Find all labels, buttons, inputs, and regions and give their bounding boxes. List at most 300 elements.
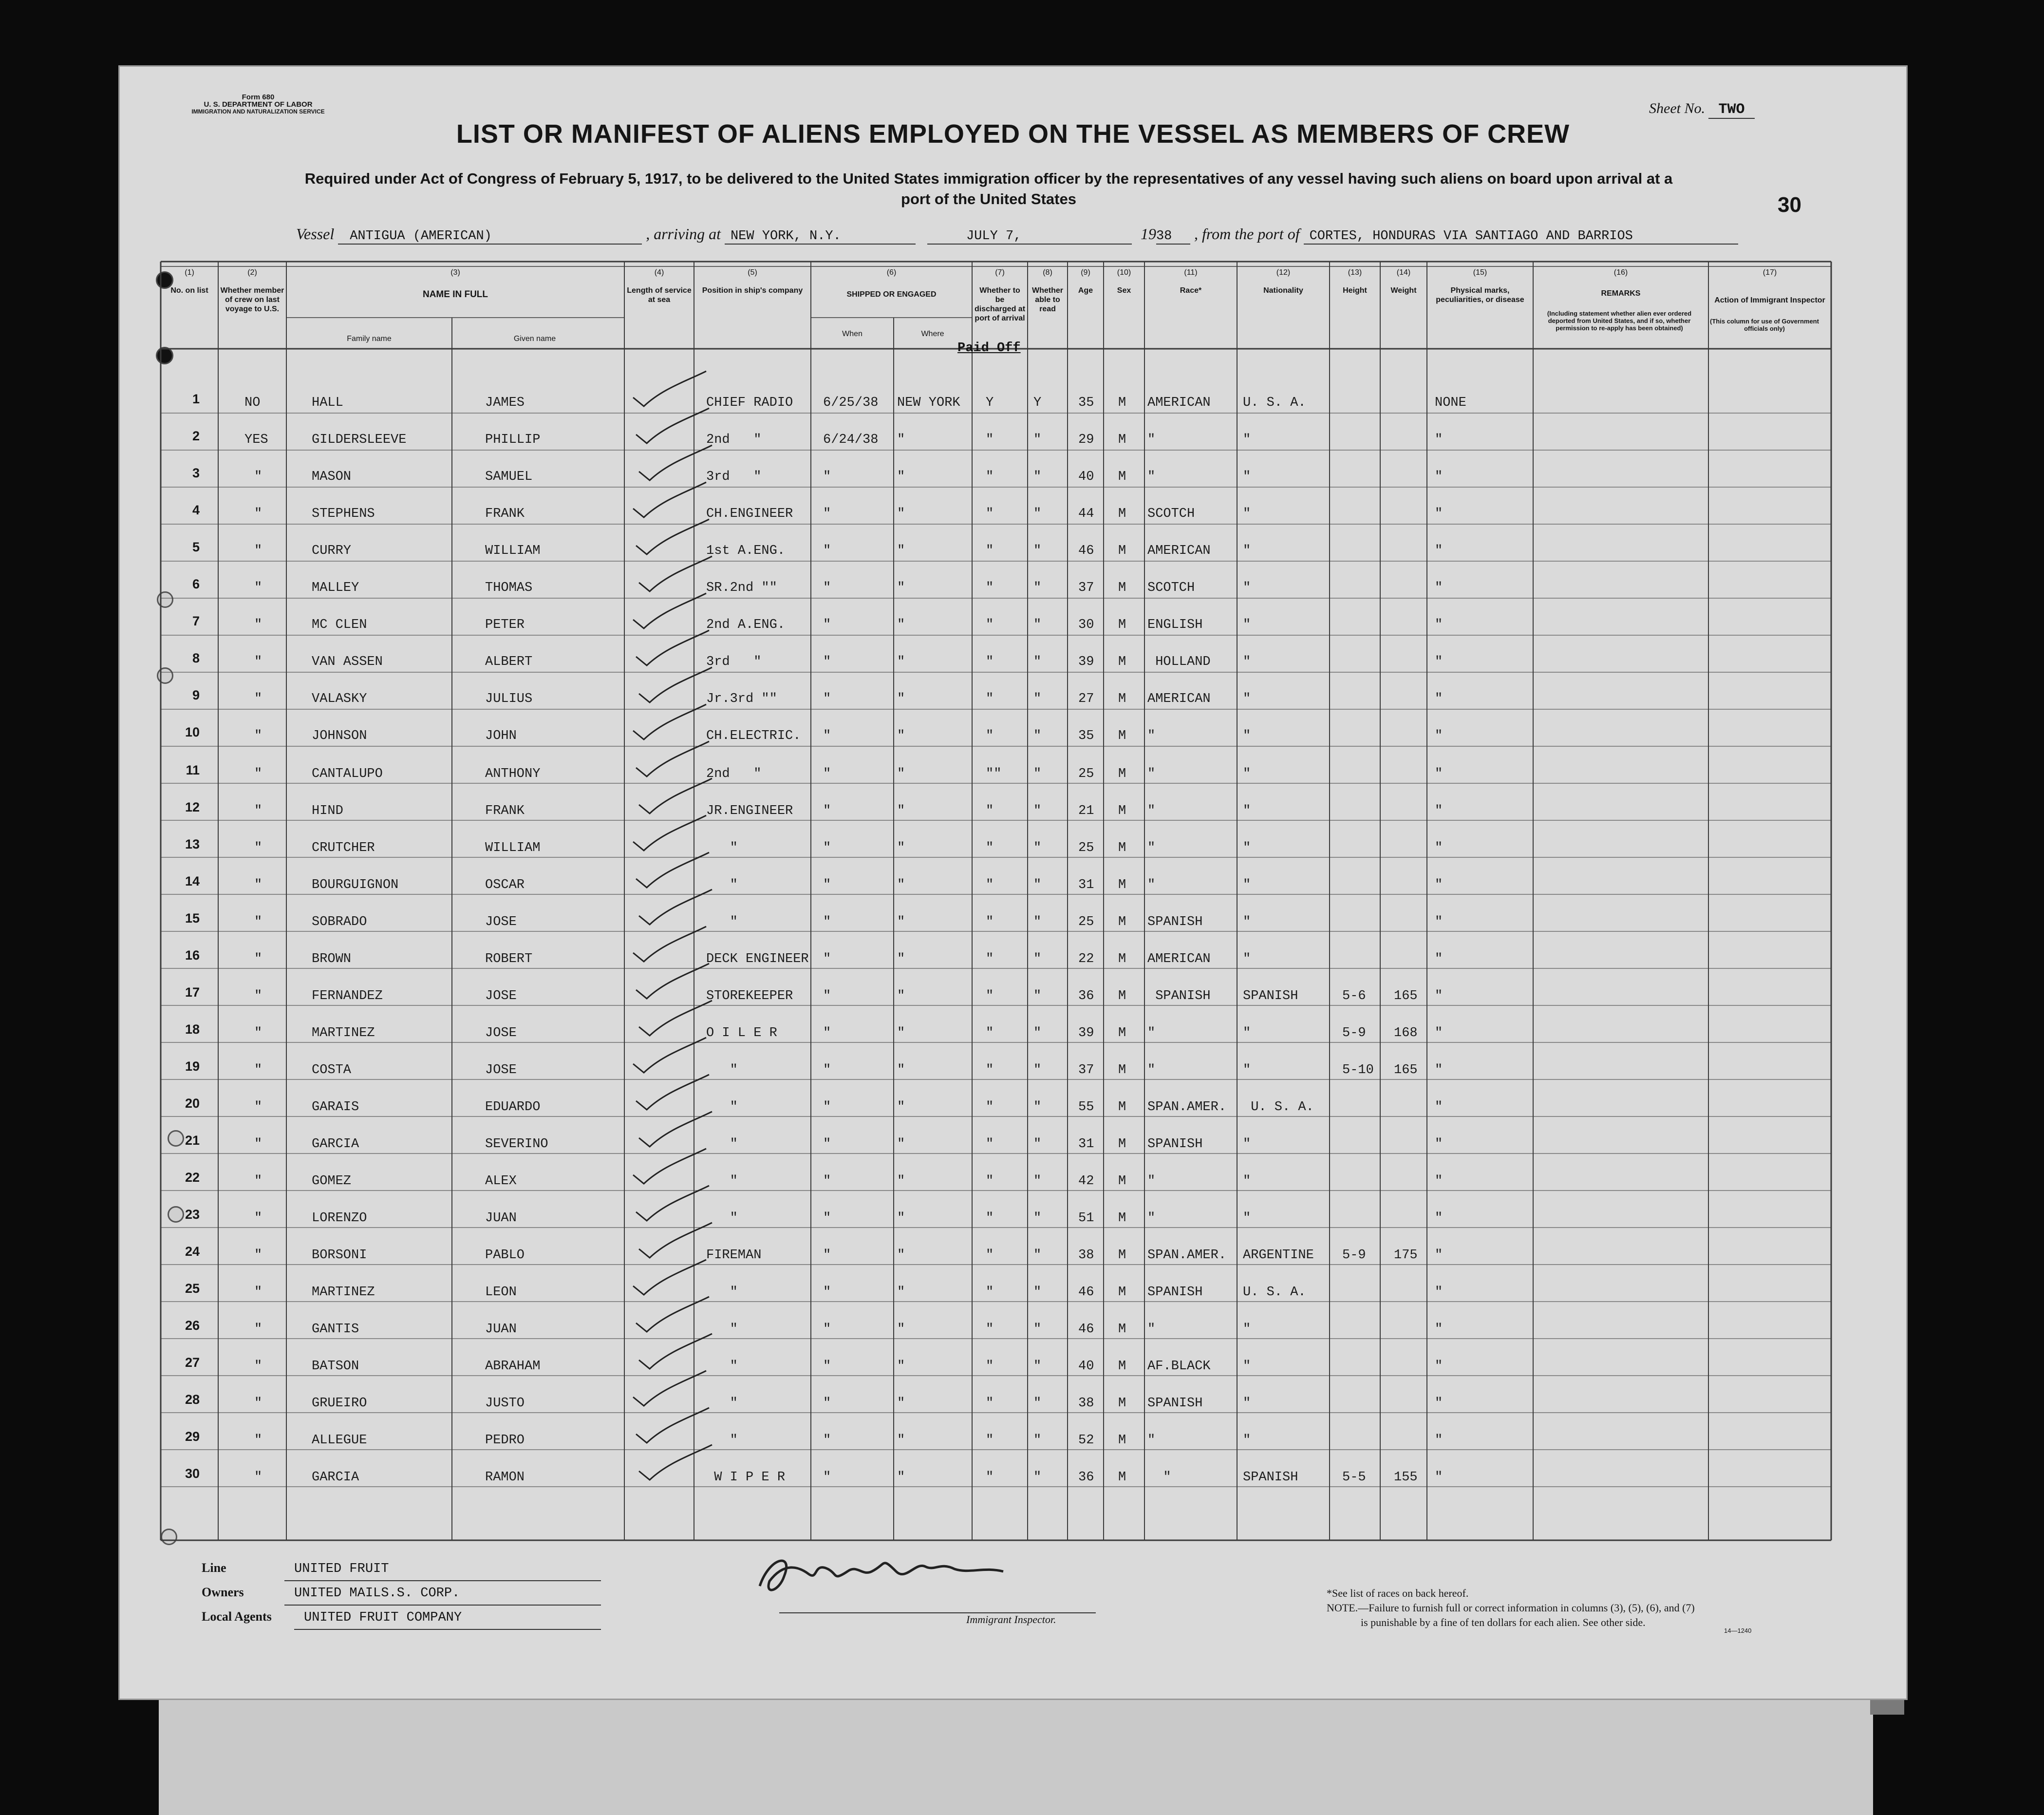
given-name-cell: FRANK bbox=[485, 804, 525, 818]
last-voyage-cell: " bbox=[254, 952, 263, 966]
check-mark bbox=[636, 1186, 709, 1221]
able-to-read-cell: " bbox=[1033, 1211, 1042, 1226]
check-mark bbox=[633, 482, 706, 517]
row-number: 28 bbox=[185, 1392, 200, 1407]
race-cell: AMERICAN bbox=[1147, 396, 1211, 410]
given-name-cell: ROBERT bbox=[485, 952, 533, 966]
column-number: (17) bbox=[1763, 268, 1777, 277]
check-mark bbox=[639, 1223, 712, 1258]
discharged-cell: " bbox=[986, 1396, 994, 1411]
last-voyage-cell: " bbox=[254, 618, 263, 632]
nationality-cell: " bbox=[1243, 1211, 1251, 1226]
race-cell: SCOTCH bbox=[1147, 581, 1195, 595]
column-header: Position in ship's company bbox=[702, 286, 803, 295]
check-mark bbox=[639, 1445, 712, 1480]
age-cell: 42 bbox=[1078, 1174, 1094, 1189]
discharged-cell: " bbox=[986, 433, 994, 447]
able-to-read-cell: " bbox=[1033, 915, 1042, 929]
sex-cell: M bbox=[1118, 1285, 1126, 1300]
age-cell: 37 bbox=[1078, 581, 1094, 595]
last-voyage-cell: " bbox=[254, 1137, 263, 1152]
family-name-cell: HIND bbox=[312, 804, 343, 818]
position-cell: 2nd " bbox=[706, 433, 762, 447]
physical-marks-cell: " bbox=[1435, 1211, 1443, 1226]
sex-cell: M bbox=[1118, 433, 1126, 447]
nationality-cell: " bbox=[1243, 841, 1251, 855]
race-cell: " bbox=[1147, 1063, 1156, 1078]
physical-marks-cell: " bbox=[1435, 1359, 1443, 1374]
row-number: 9 bbox=[192, 688, 200, 702]
row-number: 27 bbox=[185, 1355, 200, 1370]
family-name-cell: SOBRADO bbox=[312, 915, 367, 929]
position-cell: " bbox=[706, 1285, 738, 1300]
shipped-when-cell: " bbox=[823, 1359, 831, 1374]
able-to-read-cell: " bbox=[1033, 1470, 1042, 1485]
race-cell: " bbox=[1147, 767, 1156, 781]
shipped-when-cell: " bbox=[823, 1396, 831, 1411]
sex-cell: M bbox=[1118, 692, 1126, 706]
family-name-cell: CANTALUPO bbox=[312, 767, 383, 781]
age-cell: 46 bbox=[1078, 544, 1094, 558]
able-to-read-cell: " bbox=[1033, 581, 1042, 595]
discharged-cell: " bbox=[986, 1433, 994, 1448]
discharged-cell: " bbox=[986, 692, 994, 706]
race-note: *See list of races on back hereof. bbox=[1327, 1587, 1469, 1599]
physical-marks-cell: " bbox=[1435, 1433, 1443, 1448]
race-cell: " bbox=[1147, 1026, 1156, 1040]
discharged-cell: " bbox=[986, 841, 994, 855]
family-name-cell: BATSON bbox=[312, 1359, 359, 1374]
nationality-cell: " bbox=[1243, 952, 1251, 966]
column-number: (16) bbox=[1613, 268, 1628, 277]
race-cell: " bbox=[1147, 729, 1156, 743]
age-cell: 51 bbox=[1078, 1211, 1094, 1226]
height-cell: 5-10 bbox=[1342, 1063, 1374, 1078]
check-mark bbox=[633, 704, 706, 739]
column-header: Nationality bbox=[1263, 286, 1303, 295]
column-header: Whether able to read bbox=[1032, 286, 1063, 313]
sheet-label: Sheet No. bbox=[1649, 100, 1705, 116]
shipped-where-cell: " bbox=[897, 470, 905, 484]
position-cell: " bbox=[706, 1211, 738, 1226]
column-header: Whether member of crew on last voyage to U.S. bbox=[220, 286, 284, 313]
line-value: UNITED FRUIT bbox=[284, 1558, 601, 1581]
column-number: (10) bbox=[1117, 268, 1131, 277]
weight-cell: 175 bbox=[1394, 1248, 1418, 1263]
race-cell: " bbox=[1147, 1433, 1156, 1448]
physical-marks-cell: " bbox=[1435, 692, 1443, 706]
row-number: 2 bbox=[192, 429, 200, 443]
given-name-cell: THOMAS bbox=[485, 581, 533, 595]
position-cell: " bbox=[706, 1174, 738, 1189]
vessel-label: Vessel bbox=[296, 225, 335, 243]
shipped-when-cell: " bbox=[823, 1174, 831, 1189]
given-name-cell: SEVERINO bbox=[485, 1137, 548, 1152]
subhead-inspector-note: (This column for use of Government officials only) bbox=[1710, 318, 1819, 332]
shipped-when-cell: " bbox=[823, 1248, 831, 1263]
race-cell: " bbox=[1147, 841, 1156, 855]
page-number: 30 bbox=[1778, 193, 1801, 217]
race-cell: ENGLISH bbox=[1147, 618, 1203, 632]
able-to-read-cell: " bbox=[1033, 767, 1042, 781]
physical-marks-cell: " bbox=[1435, 1174, 1443, 1189]
last-voyage-cell: " bbox=[254, 1174, 263, 1189]
column-header: Physical marks, peculiarities, or disease bbox=[1436, 286, 1524, 304]
physical-marks-cell: " bbox=[1435, 1322, 1443, 1337]
family-name-cell: MC CLEN bbox=[312, 618, 367, 632]
last-voyage-cell: " bbox=[254, 1248, 263, 1263]
nationality-cell: " bbox=[1243, 1322, 1251, 1337]
physical-marks-cell: " bbox=[1435, 507, 1443, 521]
race-cell: SPANISH bbox=[1147, 915, 1203, 929]
shipped-where-cell: " bbox=[897, 1137, 905, 1152]
row-number: 10 bbox=[185, 725, 200, 739]
column-number: (1) bbox=[185, 268, 194, 277]
age-cell: 37 bbox=[1078, 1063, 1094, 1078]
shipped-when-cell: " bbox=[823, 470, 831, 484]
nationality-cell: " bbox=[1243, 1396, 1251, 1411]
nationality-cell: " bbox=[1243, 878, 1251, 892]
nationality-cell: " bbox=[1243, 1174, 1251, 1189]
nationality-cell: " bbox=[1243, 1433, 1251, 1448]
discharged-cell: " bbox=[986, 1174, 994, 1189]
given-name-cell: OSCAR bbox=[485, 878, 525, 892]
last-voyage-cell: " bbox=[254, 1285, 263, 1300]
shipped-when-cell: " bbox=[823, 841, 831, 855]
family-name-cell: GARCIA bbox=[312, 1470, 359, 1485]
sex-cell: M bbox=[1118, 470, 1126, 484]
race-cell: SPANISH bbox=[1147, 1285, 1203, 1300]
discharged-cell: " bbox=[986, 1137, 994, 1152]
able-to-read-cell: " bbox=[1033, 618, 1042, 632]
given-name-cell: JOSE bbox=[485, 915, 517, 929]
shipped-when-cell: " bbox=[823, 1063, 831, 1078]
shipped-when-cell: " bbox=[823, 729, 831, 743]
from-label: , from the port of bbox=[1194, 225, 1300, 243]
family-name-cell: GRUEIRO bbox=[312, 1396, 367, 1411]
given-name-cell: LEON bbox=[485, 1285, 517, 1300]
arrival-port: NEW YORK, N.Y. bbox=[725, 229, 916, 245]
column-header: Weight bbox=[1390, 286, 1417, 295]
shipped-where-cell: " bbox=[897, 544, 905, 558]
physical-marks-cell: " bbox=[1435, 433, 1443, 447]
position-cell: CHIEF RADIO bbox=[706, 396, 793, 410]
nationality-cell: " bbox=[1243, 1026, 1251, 1040]
row-number: 21 bbox=[185, 1133, 200, 1148]
check-mark bbox=[633, 1260, 706, 1295]
row-number: 1 bbox=[192, 392, 200, 406]
check-mark bbox=[639, 1001, 712, 1036]
given-name-cell: JOSE bbox=[485, 1063, 517, 1078]
shipped-when-cell: " bbox=[823, 1100, 831, 1115]
subtitle-line-1: Required under Act of Congress of February 5, 1917, to be delivered to the United States immigration officer by the representatives of any vessel having such aliens on board upon arrival at a bbox=[304, 170, 1673, 187]
check-mark bbox=[639, 1112, 712, 1147]
shipped-where-cell: " bbox=[897, 1285, 905, 1300]
given-name-cell: JUAN bbox=[485, 1211, 517, 1226]
given-name-cell: PETER bbox=[485, 618, 525, 632]
discharged-cell: " bbox=[986, 1285, 994, 1300]
last-voyage-cell: " bbox=[254, 989, 263, 1003]
row-number: 3 bbox=[192, 466, 200, 480]
race-cell: " bbox=[1147, 470, 1156, 484]
position-cell: " bbox=[706, 1359, 738, 1374]
position-cell: " bbox=[706, 878, 738, 892]
discharged-cell: " bbox=[986, 989, 994, 1003]
column-number: (2) bbox=[247, 268, 257, 277]
shipped-when-cell: " bbox=[823, 655, 831, 669]
able-to-read-cell: " bbox=[1033, 544, 1042, 558]
last-voyage-cell: " bbox=[254, 655, 263, 669]
sex-cell: M bbox=[1118, 1137, 1126, 1152]
race-cell: SCOTCH bbox=[1147, 507, 1195, 521]
age-cell: 36 bbox=[1078, 989, 1094, 1003]
shipped-when-cell: " bbox=[823, 952, 831, 966]
nationality-cell: " bbox=[1243, 767, 1251, 781]
discharged-cell: " bbox=[986, 618, 994, 632]
age-cell: 35 bbox=[1078, 729, 1094, 743]
shipped-when-cell: " bbox=[823, 618, 831, 632]
check-mark bbox=[636, 630, 709, 665]
age-cell: 39 bbox=[1078, 655, 1094, 669]
shipped-where-cell: " bbox=[897, 1100, 905, 1115]
race-cell: SPANISH bbox=[1147, 989, 1211, 1003]
position-cell: STOREKEEPER bbox=[706, 989, 793, 1003]
nationality-cell: " bbox=[1243, 1137, 1251, 1152]
given-name-cell: PHILLIP bbox=[485, 433, 541, 447]
position-cell: " bbox=[706, 1396, 738, 1411]
check-mark bbox=[633, 1371, 706, 1406]
service: IMMIGRATION AND NATURALIZATION SERVICE bbox=[191, 108, 325, 115]
last-voyage-cell: " bbox=[254, 507, 263, 521]
shipped-when-cell: " bbox=[823, 1137, 831, 1152]
weight-cell: 168 bbox=[1394, 1026, 1418, 1040]
family-name-cell: GARAIS bbox=[312, 1100, 359, 1115]
age-cell: 46 bbox=[1078, 1285, 1094, 1300]
family-name-cell: COSTA bbox=[312, 1063, 352, 1078]
shipped-when-cell: " bbox=[823, 878, 831, 892]
discharged-cell: " bbox=[986, 1063, 994, 1078]
discharged-cell: " bbox=[986, 544, 994, 558]
shipped-when-cell: " bbox=[823, 1211, 831, 1226]
race-cell: AMERICAN bbox=[1147, 544, 1211, 558]
column-number: (3) bbox=[450, 268, 460, 277]
race-cell: " bbox=[1147, 804, 1156, 818]
position-cell: CH.ELECTRIC. bbox=[706, 729, 801, 743]
shipped-where-cell: " bbox=[897, 989, 905, 1003]
shipped-when-cell: 6/25/38 bbox=[823, 396, 879, 410]
able-to-read-cell: " bbox=[1033, 878, 1042, 892]
nationality-cell: U. S. A. bbox=[1243, 396, 1306, 410]
age-cell: 30 bbox=[1078, 618, 1094, 632]
given-name-cell: ABRAHAM bbox=[485, 1359, 541, 1374]
able-to-read-cell: " bbox=[1033, 804, 1042, 818]
age-cell: 40 bbox=[1078, 1359, 1094, 1374]
given-name-cell: JOHN bbox=[485, 729, 517, 743]
height-cell: 5-6 bbox=[1342, 989, 1366, 1003]
able-to-read-cell: " bbox=[1033, 1285, 1042, 1300]
shipped-when-cell: " bbox=[823, 692, 831, 706]
able-to-read-cell: " bbox=[1033, 692, 1042, 706]
physical-marks-cell: " bbox=[1435, 989, 1443, 1003]
given-name-cell: JAMES bbox=[485, 396, 525, 410]
given-name-cell: JULIUS bbox=[485, 692, 533, 706]
position-cell: Jr.3rd "" bbox=[706, 692, 777, 706]
last-voyage-cell: YES bbox=[244, 433, 268, 447]
nationality-cell: " bbox=[1243, 1063, 1251, 1078]
column-header: NAME IN FULL bbox=[422, 289, 488, 300]
age-cell: 21 bbox=[1078, 804, 1094, 818]
race-cell: AMERICAN bbox=[1147, 692, 1211, 706]
column-number: (5) bbox=[748, 268, 757, 277]
sex-cell: M bbox=[1118, 1433, 1126, 1448]
penalty-note: NOTE.—Failure to furnish full or correct information in columns (3), (5), (6), and (7) bbox=[1327, 1602, 1695, 1614]
shipped-where-cell: " bbox=[897, 804, 905, 818]
able-to-read-cell: " bbox=[1033, 1100, 1042, 1115]
department: U. S. DEPARTMENT OF LABOR bbox=[204, 100, 313, 109]
family-name-cell: MALLEY bbox=[312, 581, 359, 595]
column-number: (11) bbox=[1184, 268, 1198, 277]
last-voyage-cell: " bbox=[254, 915, 263, 929]
nationality-cell: " bbox=[1243, 1359, 1251, 1374]
given-name-cell: JOSE bbox=[485, 989, 517, 1003]
shipped-where-cell: " bbox=[897, 433, 905, 447]
physical-marks-cell: " bbox=[1435, 915, 1443, 929]
given-name-cell: PEDRO bbox=[485, 1433, 525, 1448]
able-to-read-cell: " bbox=[1033, 433, 1042, 447]
last-voyage-cell: " bbox=[254, 692, 263, 706]
discharged-cell: " bbox=[986, 1359, 994, 1374]
position-cell: " bbox=[706, 1063, 738, 1078]
weight-cell: 165 bbox=[1394, 1063, 1418, 1078]
subtitle-line-2: port of the United States bbox=[901, 190, 1076, 208]
shipped-where-cell: " bbox=[897, 581, 905, 595]
arrival-year: 38 bbox=[1156, 229, 1190, 245]
family-name-cell: MARTINEZ bbox=[312, 1026, 375, 1040]
shipped-when-cell: " bbox=[823, 1026, 831, 1040]
given-name-cell: EDUARDO bbox=[485, 1100, 541, 1115]
physical-marks-cell: " bbox=[1435, 1470, 1443, 1485]
given-name-cell: ANTHONY bbox=[485, 767, 541, 781]
column-number: (6) bbox=[886, 268, 897, 277]
position-cell: " bbox=[706, 841, 738, 855]
shipped-where-cell: " bbox=[897, 692, 905, 706]
given-name-cell: ALEX bbox=[485, 1174, 517, 1189]
row-number: 7 bbox=[192, 614, 200, 628]
arriving-label: , arriving at bbox=[646, 225, 721, 243]
shipped-where-cell: " bbox=[897, 1174, 905, 1189]
able-to-read-cell: " bbox=[1033, 1137, 1042, 1152]
row-number: 20 bbox=[185, 1096, 200, 1111]
column-header: Age bbox=[1078, 286, 1093, 295]
age-cell: 36 bbox=[1078, 1470, 1094, 1485]
row-number: 11 bbox=[186, 763, 200, 777]
nationality-cell: " bbox=[1243, 470, 1251, 484]
weight-cell: 165 bbox=[1394, 989, 1418, 1003]
nationality-cell: SPANISH bbox=[1243, 1470, 1298, 1485]
age-cell: 52 bbox=[1078, 1433, 1094, 1448]
position-cell: " bbox=[706, 1322, 738, 1337]
row-number: 4 bbox=[192, 503, 200, 517]
physical-marks-cell: " bbox=[1435, 470, 1443, 484]
able-to-read-cell: " bbox=[1033, 470, 1042, 484]
sex-cell: M bbox=[1118, 1470, 1126, 1485]
shipped-where-cell: " bbox=[897, 618, 905, 632]
sex-cell: M bbox=[1118, 1211, 1126, 1226]
column-number: (13) bbox=[1348, 268, 1362, 277]
sex-cell: M bbox=[1118, 804, 1126, 818]
owners-row bbox=[202, 1581, 601, 1606]
physical-marks-cell: " bbox=[1435, 1026, 1443, 1040]
physical-marks-cell: " bbox=[1435, 655, 1443, 669]
able-to-read-cell: " bbox=[1033, 1396, 1042, 1411]
form-number: Form 680 bbox=[242, 93, 275, 101]
column-header: Whether to be discharged at port of arrival bbox=[974, 286, 1026, 322]
position-cell: SR.2nd "" bbox=[706, 581, 777, 595]
shipped-when-cell: " bbox=[823, 915, 831, 929]
nationality-cell: " bbox=[1243, 507, 1251, 521]
discharged-cell: " bbox=[986, 804, 994, 818]
check-mark bbox=[639, 667, 712, 702]
given-name-cell: JUSTO bbox=[485, 1396, 525, 1411]
row-number: 29 bbox=[185, 1429, 200, 1444]
last-voyage-cell: " bbox=[254, 767, 263, 781]
age-cell: 46 bbox=[1078, 1322, 1094, 1337]
check-mark bbox=[636, 741, 709, 776]
discharged-cell: " bbox=[986, 915, 994, 929]
check-mark bbox=[633, 371, 706, 406]
given-name-cell: WILLIAM bbox=[485, 544, 541, 558]
race-cell: SPAN.AMER. bbox=[1147, 1100, 1227, 1115]
sex-cell: M bbox=[1118, 1026, 1126, 1040]
race-cell: HOLLAND bbox=[1147, 655, 1211, 669]
able-to-read-cell: " bbox=[1033, 729, 1042, 743]
family-name-cell: STEPHENS bbox=[312, 507, 375, 521]
sex-cell: M bbox=[1118, 729, 1126, 743]
footer-owner-info bbox=[202, 1557, 601, 1630]
row-number: 15 bbox=[185, 911, 200, 926]
nationality-cell: U. S. A. bbox=[1243, 1100, 1314, 1115]
column-header: No. on list bbox=[170, 286, 208, 295]
shipped-where-cell: " bbox=[897, 1359, 905, 1374]
nationality-cell: U. S. A. bbox=[1243, 1285, 1306, 1300]
row-number: 30 bbox=[185, 1466, 200, 1481]
family-name-cell: MASON bbox=[312, 470, 352, 484]
owners-value: UNITED MAILS.S. CORP. bbox=[284, 1582, 601, 1606]
age-cell: 35 bbox=[1078, 396, 1094, 410]
column-header: REMARKS bbox=[1601, 289, 1641, 298]
family-name-cell: FERNANDEZ bbox=[312, 989, 383, 1003]
footer-notes bbox=[1327, 1586, 1695, 1630]
shipped-when-cell: " bbox=[823, 581, 831, 595]
column-number: (15) bbox=[1473, 268, 1487, 277]
check-mark bbox=[633, 815, 706, 851]
last-voyage-cell: " bbox=[254, 878, 263, 892]
last-voyage-cell: " bbox=[254, 729, 263, 743]
race-cell: " bbox=[1147, 878, 1156, 892]
discharged-cell: " bbox=[986, 470, 994, 484]
position-cell: 2nd " bbox=[706, 767, 762, 781]
sex-cell: M bbox=[1118, 507, 1126, 521]
nationality-cell: " bbox=[1243, 581, 1251, 595]
shipped-where-cell: " bbox=[897, 841, 905, 855]
able-to-read-cell: " bbox=[1033, 1248, 1042, 1263]
departure-port: CORTES, HONDURAS VIA SANTIAGO AND BARRIOS bbox=[1304, 229, 1738, 245]
age-cell: 31 bbox=[1078, 878, 1094, 892]
line-label: Line bbox=[202, 1561, 226, 1575]
check-mark bbox=[636, 964, 709, 999]
physical-marks-cell: " bbox=[1435, 804, 1443, 818]
check-mark bbox=[639, 778, 712, 813]
